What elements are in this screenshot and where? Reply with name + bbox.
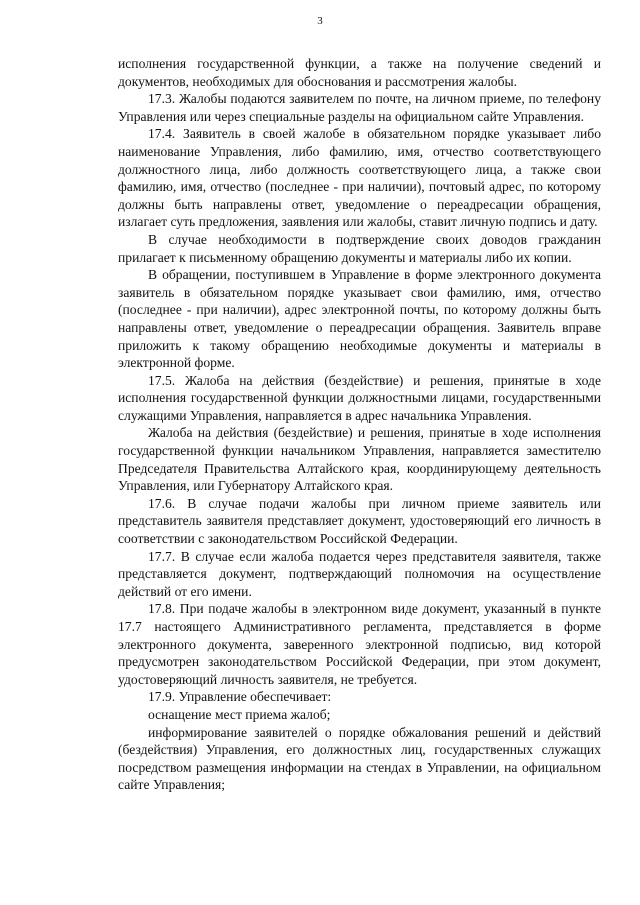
paragraph: 17.6. В случае подачи жалобы при личном приеме заявитель или представитель заявителя представляет документ, удостоверяющий его личность в соответствии с законодательством Российской Федерации. bbox=[118, 495, 601, 547]
paragraph: информирование заявителей о порядке обжалования решений и действий (бездействия) Управления, его должностных лиц, государственных служащих посредством размещения информации на стендах в Управлении, на официальном сайте Управления; bbox=[118, 724, 601, 793]
paragraph: 17.3. Жалобы подаются заявителем по почте, на личном приеме, по телефону Управления или через специальные разделы на официальном сайте Управления. bbox=[118, 91, 601, 124]
paragraph: 17.4. Заявитель в своей жалобе в обязательном порядке указывает либо наименование Управления, либо фамилию, имя, отчество соответствующего должностного лица, либо должность соответствующего лица, а также свои фамилию, имя, отчество (последнее - при наличии), почтовый адрес, по которому должны быть направлены ответ, уведомление о переадресации обращения, излагает суть предложения, заявления или жалобы, ставит личную подпись и дату. bbox=[118, 126, 601, 230]
paragraph: оснащение мест приема жалоб; bbox=[148, 706, 331, 722]
paragraph: Жалоба на действия (бездействие) и решения, принятые в ходе исполнения государственной функции начальником Управления, направляется заместителю Председателя Правительства Алтайского края, координирующему деятельность Управления, или Губернатору Алтайского края. bbox=[118, 425, 601, 494]
paragraph: 17.7. В случае если жалоба подается через представителя заявителя, также представляется документ, подтверждающий полномочия на осуществление действий от его имени. bbox=[118, 548, 601, 599]
page-number: 3 bbox=[317, 15, 323, 27]
paragraph: В обращении, поступившем в Управление в форме электронного документа заявитель в обязательном порядке указывает свои фамилию, имя, отчество (последнее - при наличии), адрес электронной почты, по которому должны быть направлены ответ, уведомление о переадресации обращения. Заявитель вправе приложить к такому обращению необходимые документы и материалы в электронной форме. bbox=[118, 267, 601, 371]
document-body bbox=[118, 55, 601, 794]
paragraph: 17.5. Жалоба на действия (бездействие) и решения, принятые в ходе исполнения государственной функции должностными лицами, государственными служащими Управления, направляется в адрес начальника Управления. bbox=[118, 372, 601, 423]
paragraph: 17.9. Управление обеспечивает: bbox=[148, 689, 332, 705]
paragraph: исполнения государственной функции, а также на получение сведений и документов, необходимых для обоснования и рассмотрения жалобы. bbox=[118, 56, 601, 89]
paragraph: 17.8. При подаче жалобы в электронном виде документ, указанный в пункте 17.7 настоящего Административного регламента, представляется в форме электронного документа, заверенного электронной подписью, вид которой предусмотрен законодательством Российской Федерации, при этом документ, удостоверяющий личность заявителя, не требуется. bbox=[118, 601, 601, 687]
paragraph: В случае необходимости в подтверждение своих доводов гражданин прилагает к письменному обращению документы и материалы либо их копии. bbox=[118, 231, 601, 265]
